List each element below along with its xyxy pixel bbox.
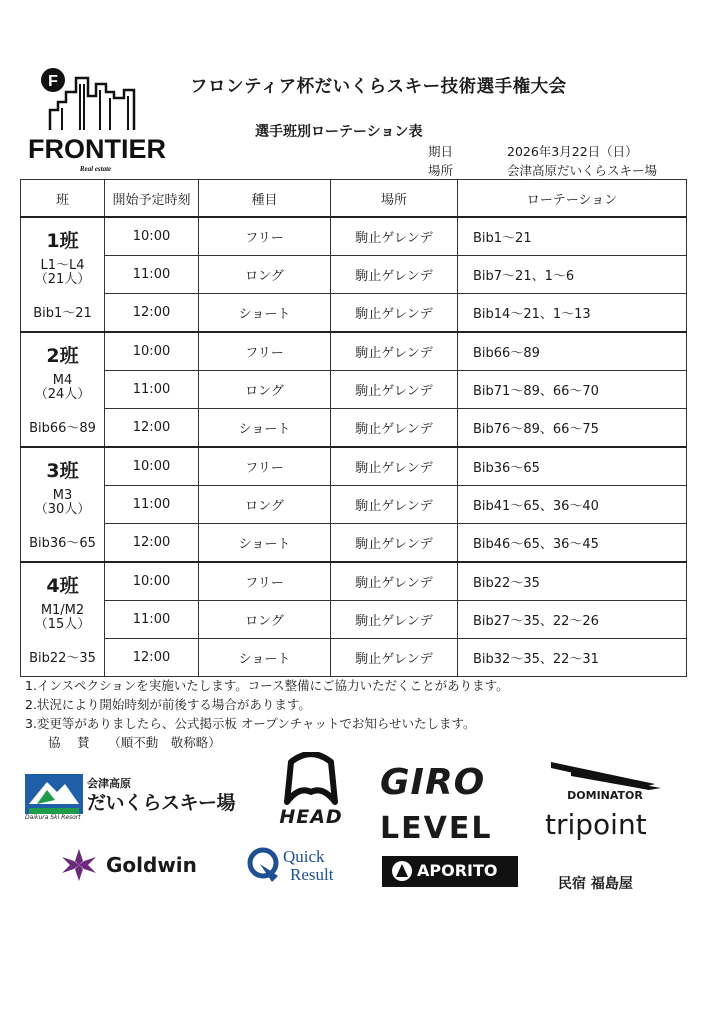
sponsor-head: [261, 752, 361, 827]
sponsor-dominator: [545, 758, 665, 806]
logo-brand: FRONTIER: [28, 134, 166, 164]
group-name: 4班: [46, 575, 79, 597]
goldwin-logo-icon: [60, 847, 98, 883]
table-row: [21, 562, 687, 601]
rotation: Bib27～35、22～26: [458, 601, 687, 639]
minshuku-text: 民宿 福島屋: [558, 876, 633, 892]
column-header: 班: [21, 180, 105, 218]
group-class: M1/M2: [40, 603, 85, 618]
group-name: 1班: [46, 230, 79, 252]
event-type: フリー: [199, 562, 331, 601]
head-text: HEAD: [279, 806, 343, 828]
daikura-sub: Daikura Ski Resort: [25, 814, 81, 821]
group-bib: Bib22～35: [29, 651, 96, 666]
svg-text:F: F: [48, 73, 58, 90]
event-title: フロンティア杯だいくらスキー技術選手権大会: [190, 77, 567, 97]
place: 駒止ゲレンデ: [331, 486, 458, 524]
group-name: 3班: [46, 460, 79, 482]
event-type: ロング: [199, 371, 331, 409]
table-row: [21, 256, 687, 294]
date-label: 期日: [428, 144, 454, 159]
quick-result-line1: Quick: [283, 847, 325, 866]
daikura-top: 会津高原: [87, 777, 131, 790]
date-value: 2026年3月22日（日）: [507, 144, 638, 159]
giro-text: GIRO: [380, 762, 486, 803]
goldwin-text: Goldwin: [106, 853, 197, 877]
rotation: Bib41～65、36～40: [458, 486, 687, 524]
sponsor-daikura: [25, 774, 260, 821]
rotation: Bib66～89: [458, 332, 687, 371]
event-type: フリー: [199, 332, 331, 371]
group-count: （21人）: [34, 272, 91, 287]
note-2: 2.状況により開始時刻が前後する場合があります。: [25, 697, 311, 712]
rotation: Bib32～35、22～31: [458, 639, 687, 677]
event-type: ショート: [199, 639, 331, 677]
place: 駒止ゲレンデ: [331, 524, 458, 563]
table-row: [21, 409, 687, 448]
event-type: ショート: [199, 409, 331, 448]
table-row: [21, 524, 687, 563]
quick-result-logo-icon: [246, 846, 282, 884]
logo-subtitle: Real estate: [79, 165, 112, 173]
table-row: [21, 294, 687, 333]
column-header: 開始予定時刻: [105, 180, 199, 218]
rotation: Bib71～89、66～70: [458, 371, 687, 409]
start-time: 10:00: [105, 332, 199, 371]
group-class: M4: [52, 373, 73, 388]
frontier-logo: [28, 62, 166, 173]
group-class: L1～L4: [40, 258, 85, 273]
aporito-logo-icon: [391, 860, 413, 882]
venue-value: 会津高原だいくらスキー場: [507, 163, 658, 178]
group-cell: [21, 562, 105, 677]
group-cell: [21, 217, 105, 332]
start-time: 10:00: [105, 562, 199, 601]
rotation: Bib22～35: [458, 562, 687, 601]
place: 駒止ゲレンデ: [331, 409, 458, 448]
start-time: 10:00: [105, 217, 199, 256]
head-logo-icon: [261, 752, 361, 810]
start-time: 12:00: [105, 409, 199, 448]
sponsor-quick-result: [246, 846, 356, 886]
place: 駒止ゲレンデ: [331, 562, 458, 601]
event-type: ロング: [199, 256, 331, 294]
group-cell: [21, 447, 105, 562]
venue-label: 場所: [428, 163, 454, 178]
start-time: 12:00: [105, 524, 199, 563]
group-bib: Bib1～21: [33, 306, 92, 321]
event-type: フリー: [199, 447, 331, 486]
dominator-swoosh-icon: [545, 758, 665, 790]
table-row: [21, 217, 687, 256]
note-1: 1.インスペクションを実施いたします。コース整備にご協力いただくことがあります。: [25, 678, 509, 693]
place: 駒止ゲレンデ: [331, 332, 458, 371]
rotation: Bib1～21: [458, 217, 687, 256]
daikura-main: だいくらスキー場: [87, 792, 236, 814]
table-row: [21, 371, 687, 409]
place: 駒止ゲレンデ: [331, 217, 458, 256]
column-header: ローテーション: [458, 180, 687, 218]
sponsor-aporito: [382, 856, 518, 887]
sponsor-giro: [380, 762, 520, 802]
place: 駒止ゲレンデ: [331, 601, 458, 639]
table-row: [21, 332, 687, 371]
place: 駒止ゲレンデ: [331, 294, 458, 333]
table-title: 選手班別ローテーション表: [255, 124, 423, 140]
sponsor-minshuku: [558, 873, 668, 895]
sponsor-tripoint: [545, 808, 670, 848]
note-3: 3.変更等がありましたら、公式掲示板 オープンチャットでお知らせいたします。: [25, 716, 476, 731]
rotation-table: [20, 179, 687, 677]
mountain-icon: [25, 774, 83, 814]
table-row: [21, 601, 687, 639]
table-row: [21, 486, 687, 524]
place: 駒止ゲレンデ: [331, 371, 458, 409]
rotation: Bib7～21、1～6: [458, 256, 687, 294]
place: 駒止ゲレンデ: [331, 256, 458, 294]
group-count: （15人）: [34, 617, 91, 632]
start-time: 11:00: [105, 371, 199, 409]
start-time: 11:00: [105, 601, 199, 639]
start-time: 11:00: [105, 486, 199, 524]
event-type: ロング: [199, 486, 331, 524]
start-time: 12:00: [105, 639, 199, 677]
column-header: 種目: [199, 180, 331, 218]
event-type: ロング: [199, 601, 331, 639]
start-time: 11:00: [105, 256, 199, 294]
quick-result-line2: Result: [290, 865, 334, 884]
rotation: Bib76～89、66～75: [458, 409, 687, 448]
group-name: 2班: [46, 345, 79, 367]
event-type: ショート: [199, 524, 331, 563]
rotation: Bib46～65、36～45: [458, 524, 687, 563]
frontier-building-icon: [28, 62, 163, 132]
group-class: M3: [52, 488, 73, 503]
group-cell: [21, 332, 105, 447]
group-count: （24人）: [34, 387, 91, 402]
group-bib: Bib66～89: [29, 421, 96, 436]
group-bib: Bib36～65: [29, 536, 96, 551]
group-count: （30人）: [34, 502, 91, 517]
tripoint-text: tripoint: [545, 808, 647, 841]
event-type: ショート: [199, 294, 331, 333]
table-row: [21, 447, 687, 486]
event-type: フリー: [199, 217, 331, 256]
aporito-text: APORITO: [417, 861, 498, 880]
sponsor-goldwin: [60, 847, 205, 883]
sponsor-level: [380, 811, 525, 851]
start-time: 10:00: [105, 447, 199, 486]
place: 駒止ゲレンデ: [331, 639, 458, 677]
column-header: 場所: [331, 180, 458, 218]
rotation: Bib14～21、1～13: [458, 294, 687, 333]
sponsor-heading: 協 賛 （順不動 敬称略）: [48, 735, 221, 750]
rotation: Bib36～65: [458, 447, 687, 486]
start-time: 12:00: [105, 294, 199, 333]
dominator-text: DOMINATOR: [567, 789, 643, 802]
level-text: LEVEL: [380, 811, 493, 846]
place: 駒止ゲレンデ: [331, 447, 458, 486]
table-row: [21, 639, 687, 677]
table-header-row: [21, 180, 687, 218]
